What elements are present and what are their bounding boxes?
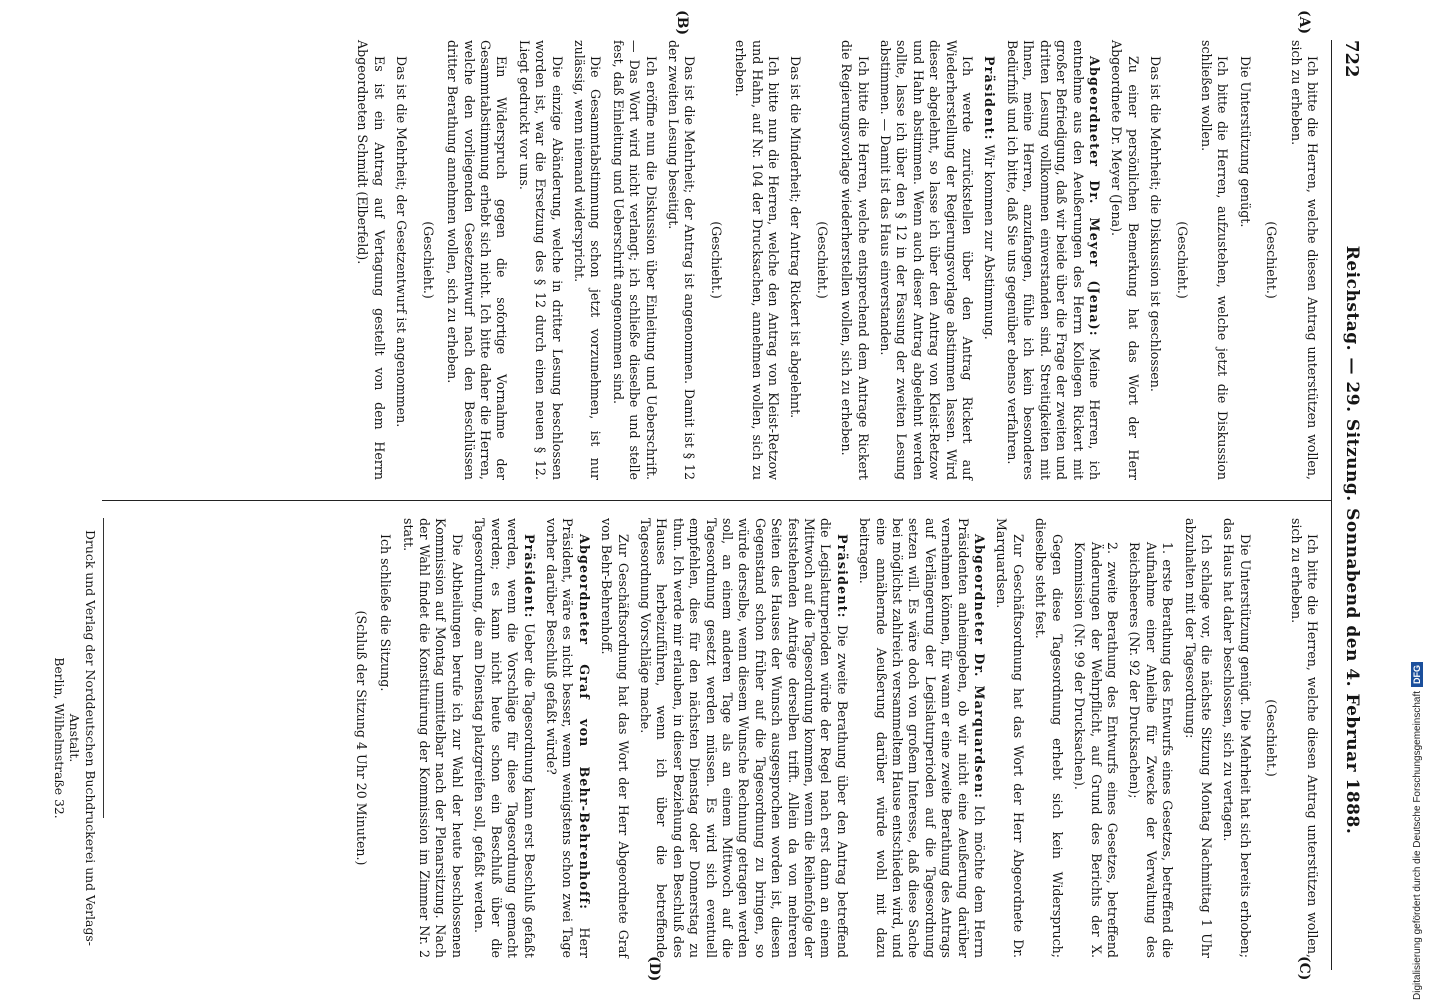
- text-paragraph: Zur Geschäftsordnung hat das Wort der Herr Abgeordnete Dr. Marquardsen.: [994, 518, 1026, 958]
- speaker-name: Präsident:: [982, 56, 998, 141]
- stage-direction: (Geschieht.): [1264, 221, 1280, 299]
- margin-marker-d: (D): [646, 956, 662, 982]
- speech-paragraph: [543, 518, 592, 958]
- speech-text: Die zweite Berathung über den Antrag betreffend die Legislaturperioden würde der Regel nach erst dann an einem Mittwoch auf die Tagesordnung kommen, wenn die Reihenfolge der feststehenden Anträge derselben trifft. Allein da von mehreren Seiten des Hauses der Wunsch ausgesprochen worden ist, diesen Gegenstand schon früher auf die Tagesordnung zu bringen, so würde derselbe, wenn diesem Wunsche Rechnung getragen werden soll, an einem anderen Tage als an einem Mittwoch auf die Tagesordnung gesetzt werden müssen. Es wird sich eventuell empfehlen, dies für den nächsten Dienstag oder Donnerstag zu thun. Ich werde mir erlauben, in dieser Beziehung den Beschluß des Hauses herbeizuführen, wenn ich über die betreffende Tagesordnung Vorschläge mache.: [637, 518, 850, 958]
- speech-paragraph: [856, 518, 987, 958]
- speech-text: Ueber die Tagesordnung kann erst Beschluß gefaßt werden, wenn die Vorschläge für diese Tagesordnung gemacht werden; es kann nicht heute schon ein Beschluß über die Tagesordnung, die am Dienstag platzgreifen soll, gefaßt werden.: [472, 518, 537, 958]
- text-paragraph: Die einzige Abänderung, welche in dritter Lesung beschlossen worden ist, war die Ersetzung des § 12 durch einen neuen § 12. Liegt gedruckt vor uns.: [516, 40, 565, 480]
- speaker-name: Präsident:: [521, 534, 537, 619]
- speech-paragraph: [1004, 40, 1102, 480]
- speaker-name: Abgeordneter Dr. Marquardsen:: [972, 534, 988, 800]
- text-paragraph: Die Gesammtabstimmung schon jetzt vorzunehmen, ist nur zulässig, wenn niemand widerspricht.: [571, 40, 604, 480]
- stage-direction: (Geschieht.): [1264, 699, 1280, 777]
- text-paragraph: Zur Geschäftsordnung hat das Wort der Herr Abgeordnete Graf von Behr-Behrenhoff.: [599, 518, 631, 958]
- stage-direction: (Geschieht.): [814, 221, 830, 299]
- text-paragraph: Ich bitte die Herren, welche diesen Antrag unterstützen wollen, sich zu erheben.: [1288, 40, 1320, 480]
- speech-paragraph: [637, 518, 850, 958]
- text-paragraph: Es ist ein Antrag auf Vertagung gestellt von dem Herrn Abgeordneten Schmidt (Elberfeld).: [355, 40, 387, 480]
- stage-direction: (Geschieht.): [708, 221, 724, 299]
- text-paragraph: Ich bitte nun die Herren, welche den Antrag von Kleist-Retzow und Hahn, auf Nr. 104 der Drucksachen, annehmen wollen, sich zu erheben.: [733, 40, 782, 480]
- text-paragraph: Ich eröffne nun die Diskussion über Einleitung und Ueberschrift. — Das Wort wird nicht verlangt; ich schließe dieselbe und stelle fest, daß Einleitung und Ueberschrift angenommen sind.: [610, 40, 659, 480]
- text-paragraph: Ein Widerspruch gegen die sofortige Vornahme der Gesammtabstimmung erhebt sich nicht. Ich bitte daher die Herren, welche den vorliegenden Gesetzentwurf nach den Beschlüssen dritter Berathung annehmen wollen, sich zu erheben.: [445, 40, 510, 480]
- imprint-rule: [103, 518, 104, 818]
- text-paragraph: Die Abtheilungen berufe ich zur Wahl der heute beschlossenen Kommission auf Montag unmittelbar nach der Plenarsitzung. Nach der Wahl findet die Konstituirung der Kommission im Zimmer Nr. 2 statt.: [400, 518, 465, 958]
- printer-imprint: [51, 518, 98, 958]
- text-paragraph: Zu einer persönlichen Bemerkung hat das Wort der Herr Abgeordnete Dr. Meyer (Jena).: [1109, 40, 1141, 480]
- page-number: 722: [1341, 40, 1362, 78]
- agenda-item: 2. zweite Berathung des Entwurfs eines Gesetzes, betreffend Änderungen der Wehrpflicht, auf Grund des Berichts der X. Kommission (Nr. 99 der Drucksachen).: [1072, 542, 1120, 958]
- text-paragraph: Ich werde zurückstellen über den Antrag Rickert auf Wiederherstellung der Regierungsvorlage abstimmen lassen. Wird dieser abgelehnt, so lasse ich über den Antrag von Kleist-Retzow und Hahn abstimmen. Wenn auch dieser Antrag abgelehnt werden sollte, lasse ich über den § 12 in der Fassung der zweiten Lesung abstimmen. — Damit ist das Haus einverstanden.: [878, 40, 976, 480]
- text-paragraph: Das ist die Mehrheit; der Antrag ist angenommen. Damit ist § 12 der zweiten Lesung beseitigt.: [666, 40, 698, 480]
- text-paragraph: Die Unterstützung genügt. Die Mehrheit hat sich bereits erhoben; das Haus hat daher beschlossen, sich zu vertagen.: [1221, 518, 1253, 958]
- text-paragraph: Die Unterstützung genügt.: [1237, 56, 1253, 228]
- header-rule: [1331, 40, 1332, 970]
- speech-text: Herr Präsident, wäre es nicht besser, wenn wenigstens schon zwei Tage vorher darüber Beschluß gefaßt würde?: [543, 518, 592, 958]
- digitization-note-text: Digitalisierung gefördert durch die Deutsche Forschungsgemeinschaft: [1412, 690, 1423, 1000]
- speech-paragraph: [981, 40, 997, 480]
- speech-text: Ich möchte dem Herrn Präsidenten anheimgeben, ob wir nicht eine Aeußerung darüber vernehmen können, für wann er eine zweite Berathung des Antrags auf Verlängerung der Legislaturperioden auf die Tagesordnung setzen will. Es wäre doch von großem Interesse, daß diese Sache bei möglichst zahlreich versammeltem Hause entschieden wird, und eine annähernde Aeußerung darüber würde wohl mit dazu beitragen.: [857, 518, 988, 958]
- stage-direction: (Geschieht.): [1174, 221, 1190, 299]
- dfg-logo: DFG: [1411, 662, 1423, 687]
- text-paragraph: Ich schließe die Sitzung.: [378, 534, 394, 692]
- imprint-line-1: Druck und Verlag der Norddeutschen Buchdruckerei und Verlags-Anstalt.: [67, 530, 98, 946]
- stage-direction: (Schluß der Sitzung 4 Uhr 20 Minuten.): [353, 610, 369, 866]
- text-paragraph: Ich bitte die Herren, welche entsprechend dem Antrage Rickert die Regierungsvorlage wiederherstellen wollen, sich zu erheben.: [839, 40, 871, 480]
- running-title: Reichstag. — 29. Sitzung. Sonnabend den 4. Februar 1888.: [1342, 245, 1362, 835]
- text-paragraph: Das ist die Mehrheit; der Gesetzentwurf ist angenommen.: [394, 56, 410, 428]
- speech-text: Wir kommen zur Abstimmung.: [982, 144, 998, 340]
- left-text-column: [348, 40, 1320, 480]
- rotated-protocol-page: [51, 10, 1366, 982]
- imprint-line-2: Berlin, Wilhelmstraße 32.: [51, 657, 67, 819]
- text-paragraph: Ich bitte die Herren, aufzustehen, welche jetzt die Diskussion schließen wollen.: [1198, 40, 1231, 480]
- speaker-name: Abgeordneter Graf von Behr-Behrenhoff:: [576, 534, 592, 911]
- text-paragraph: Das ist die Minderheit; der Antrag Rickert ist abgelehnt.: [788, 56, 804, 419]
- margin-marker-b: (B): [674, 10, 690, 36]
- speech-paragraph: [471, 518, 537, 958]
- text-paragraph: Ich schlage vor, die nächste Sitzung Montag Nachmittag 1 Uhr abzuhalten mit der Tagesordnung:: [1182, 518, 1214, 958]
- margin-marker-a: (A): [1296, 10, 1312, 35]
- speaker-name: Abgeordneter Dr. Meyer (Jena):: [1086, 56, 1102, 337]
- page-header: [1336, 40, 1366, 970]
- digitization-note: [1411, 600, 1423, 1000]
- margin-marker-c: (C): [1296, 956, 1312, 981]
- agenda-item: 1. erste Berathung des Entwurfs eines Gesetzes, betreffend die Aufnahme einer Anleihe für Zwecke der Verwaltung des Reichsheeres (Nr. 92 der Drucksachen);: [1127, 542, 1176, 958]
- speech-text: Meine Herren, ich entnehme aus den Aeußerungen des Herrn Kollegen Rickert mit großer Befriedigung, daß wir beide über die Frage der zweiten und dritten Lesung vollkommen einverstanden sind. Streitigkeiten mit Ihnen, meine Herren, anzufangen, fühle ich kein besonderes Bedürfniß und ich bitte, daß Sie uns gegenüber ebenso verfahren.: [1004, 40, 1102, 480]
- text-paragraph: Ich bitte die Herren, welche diesen Antrag unterstützen wollen, sich zu erheben.: [1288, 518, 1320, 958]
- stage-direction: (Geschieht.): [420, 221, 436, 299]
- text-paragraph: Gegen diese Tagesordnung erhebt sich kein Widerspruch; dieselbe steht fest.: [1033, 518, 1065, 958]
- column-divider: [102, 500, 1332, 501]
- text-paragraph: Das ist die Mehrheit; die Diskussion ist geschlossen.: [1148, 56, 1164, 392]
- right-text-column: [342, 518, 1320, 958]
- speaker-name: Präsident:: [834, 534, 850, 619]
